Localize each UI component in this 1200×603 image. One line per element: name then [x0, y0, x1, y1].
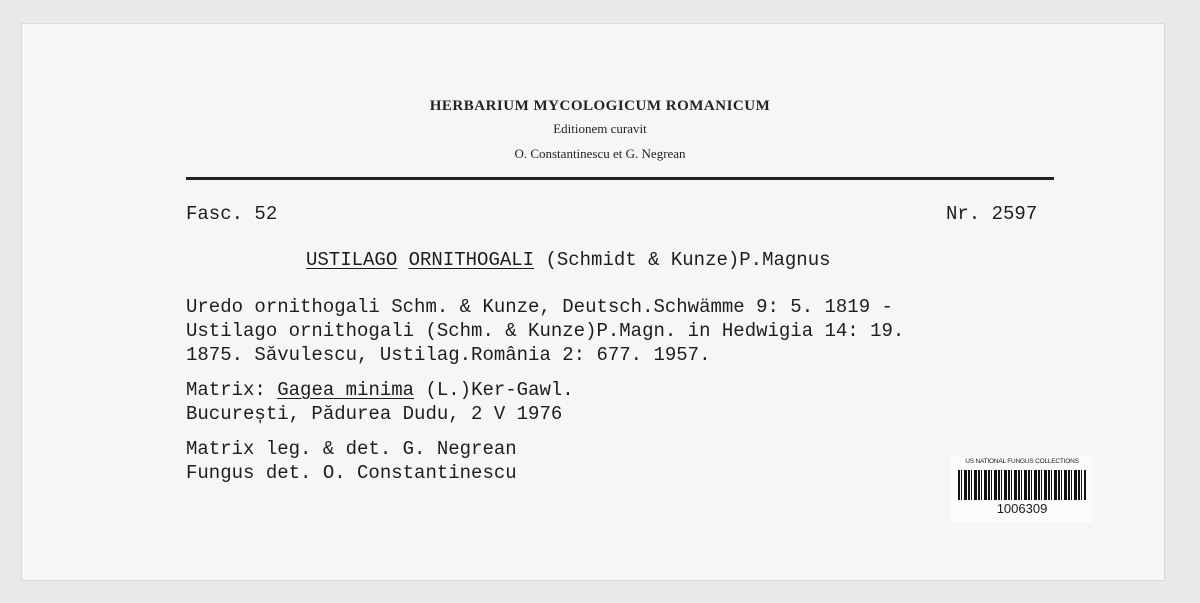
specimen-number: Nr. 2597: [946, 203, 1038, 225]
taxon-authority: (Schmidt & Kunze)P.Magnus: [545, 249, 831, 271]
collector-line-2: Fungus det. O. Constantinescu: [186, 462, 517, 484]
host-name: Gagea minima: [277, 379, 415, 401]
taxon-name: [306, 248, 831, 272]
matrix-line: [186, 378, 574, 402]
edition-line: Editionem curavit: [553, 121, 647, 136]
synonymy-line-3: 1875. Săvulescu, Ustilag.România 2: 677. 1957.: [186, 344, 711, 366]
locality-line: București, Pădurea Dudu, 2 V 1976: [186, 403, 563, 425]
synonymy-line-2: Ustilago ornithogali (Schm. & Kunze)P.Magn. in Hedwigia 14: 19.: [186, 320, 905, 342]
fascicle-number: Fasc. 52: [186, 203, 278, 225]
editors-line: O. Constantinescu et G. Negrean: [514, 146, 686, 161]
barcode-caption: US NATIONAL FUNGUS COLLECTIONS: [965, 458, 1079, 465]
institution-title: HERBARIUM MYCOLOGICUM ROMANICUM: [429, 98, 771, 114]
taxon-genus: USTILAGO: [306, 249, 398, 271]
matrix-prefix: Matrix:: [186, 379, 266, 401]
synonymy-line-1: Uredo ornithogali Schm. & Kunze, Deutsch.Schwämme 9: 5. 1819 -: [186, 296, 893, 318]
barcode-bars: [958, 470, 1086, 500]
header-divider: [186, 177, 1054, 180]
taxon-species: ORNITHOGALI: [408, 249, 535, 271]
collector-line-1: Matrix leg. & det. G. Negrean: [186, 438, 517, 460]
host-authority: (L.)Ker-Gawl.: [425, 379, 574, 401]
barcode-number: 1006309: [996, 501, 1048, 516]
